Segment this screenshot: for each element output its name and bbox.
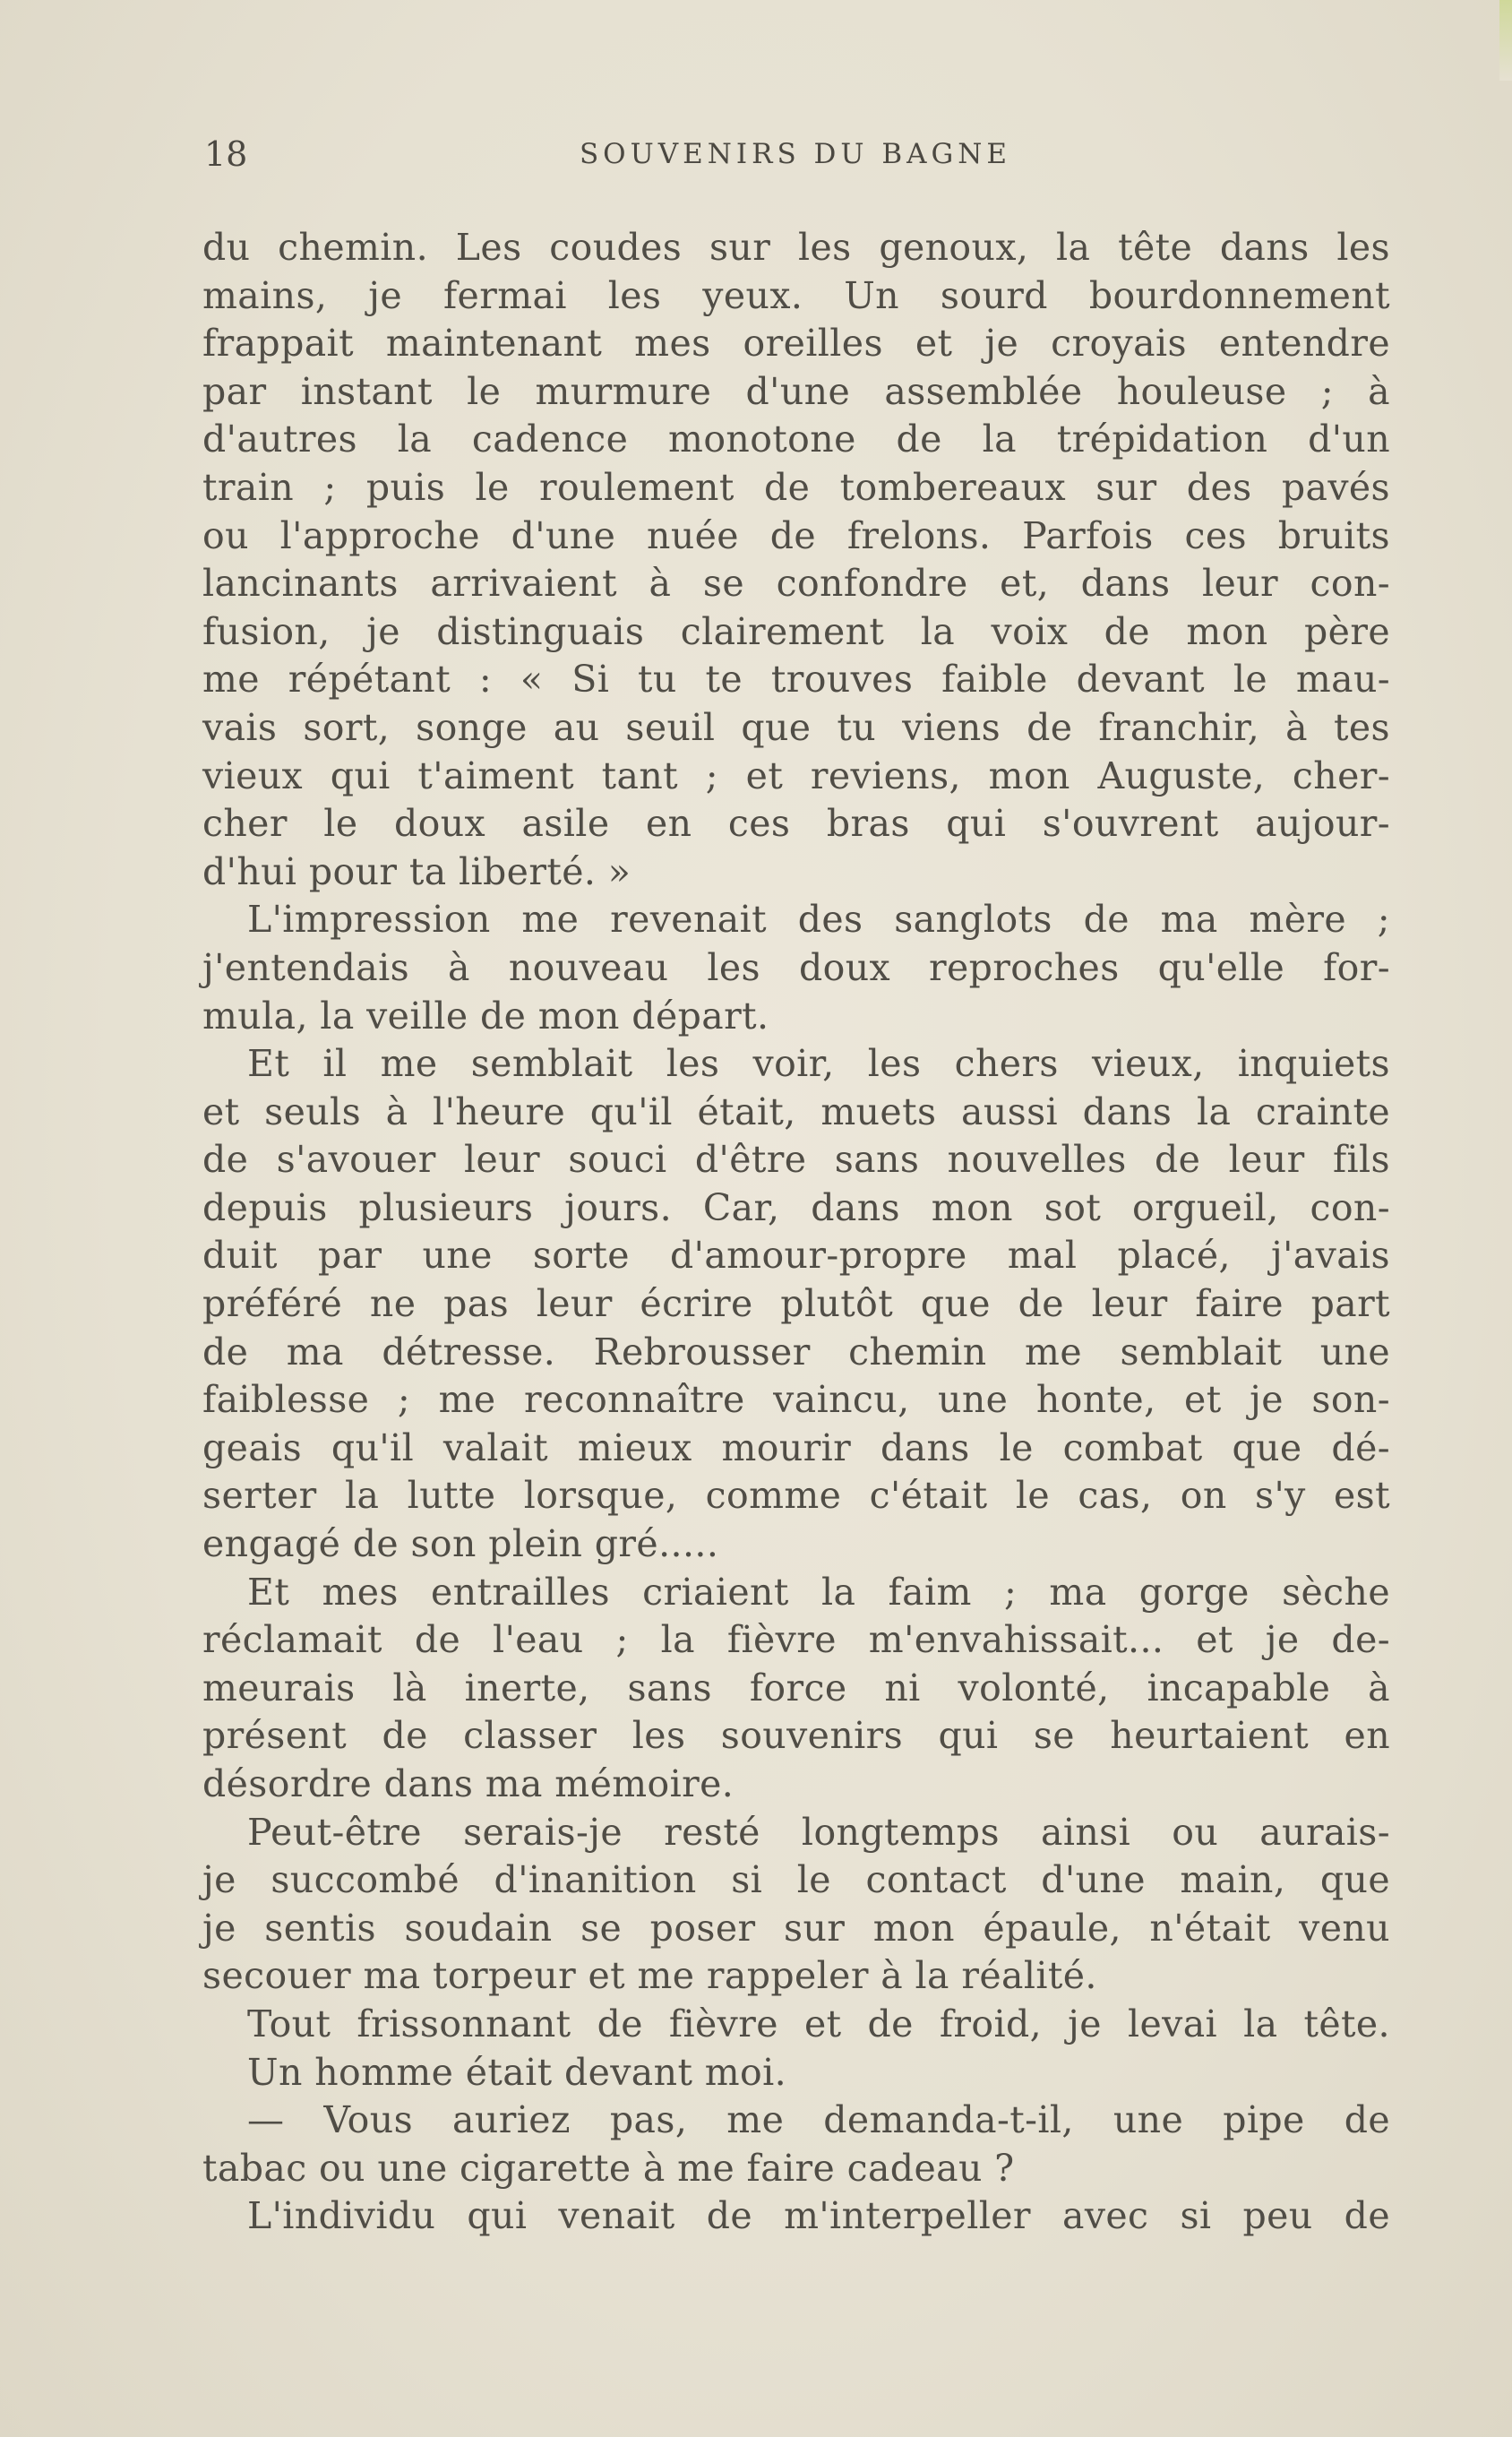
page-header bbox=[204, 134, 1387, 188]
text-line: mula, la veille de mon départ. bbox=[202, 994, 769, 1038]
text-line: train ; puis le roulement de tombereaux sur des pavés bbox=[202, 465, 1390, 509]
text-line: préféré ne pas leur écrire plutôt que de leur faire part bbox=[202, 1282, 1390, 1326]
text-line: cher le doux asile en ces bras qui s'ouvrent aujour- bbox=[202, 802, 1390, 846]
page-number: 18 bbox=[204, 134, 248, 174]
text-line: fusion, je distinguais clairement la voix de mon père bbox=[202, 609, 1390, 653]
text-line: de ma détresse. Rebrousser chemin me semblait une bbox=[202, 1330, 1390, 1374]
text-line: tabac ou une cigarette à me faire cadeau ? bbox=[202, 2146, 1015, 2190]
text-line: depuis plusieurs jours. Car, dans mon sot orgueil, con- bbox=[202, 1185, 1390, 1229]
text-line: meurais là inerte, sans force ni volonté, incapable à bbox=[202, 1666, 1390, 1709]
text-line: d'hui pour ta liberté. » bbox=[202, 849, 631, 893]
text-line: geais qu'il valait mieux mourir dans le combat que dé- bbox=[202, 1425, 1390, 1469]
text-line: L'impression me revenait des sanglots de ma mère ; bbox=[247, 898, 1390, 942]
page-edge-stain bbox=[1499, 0, 1512, 81]
text-line: ou l'approche d'une nuée de frelons. Parfois ces bruits bbox=[202, 513, 1390, 557]
text-line: du chemin. Les coudes sur les genoux, la tête dans les bbox=[202, 226, 1390, 269]
text-line: réclamait de l'eau ; la fièvre m'envahissait... et je de- bbox=[202, 1618, 1390, 1662]
text-line: désordre dans ma mémoire. bbox=[202, 1762, 735, 1805]
text-line: présent de classer les souvenirs qui se heurtaient en bbox=[202, 1714, 1390, 1758]
text-line: me répétant : « Si tu te trouves faible devant le mau- bbox=[202, 658, 1390, 702]
text-line: d'autres la cadence monotone de la trépidation d'un bbox=[202, 418, 1390, 461]
text-line: Et mes entrailles criaient la faim ; ma gorge sèche bbox=[247, 1570, 1390, 1614]
text-line: — Vous auriez pas, me demanda-t-il, une pipe de bbox=[247, 2098, 1390, 2142]
text-line: faiblesse ; me reconnaître vaincu, une honte, et je son- bbox=[202, 1378, 1390, 1422]
text-line: vieux qui t'aiment tant ; et reviens, mon Auguste, cher- bbox=[202, 753, 1390, 797]
text-line: et seuls à l'heure qu'il était, muets aussi dans la crainte bbox=[202, 1089, 1390, 1133]
text-line: duit par une sorte d'amour-propre mal placé, j'avais bbox=[202, 1234, 1390, 1278]
text-line: j'entendais à nouveau les doux reproches qu'elle for- bbox=[202, 945, 1390, 989]
text-line: lancinants arrivaient à se confondre et, dans leur con- bbox=[202, 562, 1390, 606]
text-line: mains, je fermai les yeux. Un sourd bourdonnement bbox=[202, 273, 1390, 317]
text-line: vais sort, songe au seuil que tu viens de franchir, à tes bbox=[202, 705, 1390, 749]
text-line: engagé de son plein gré..... bbox=[202, 1522, 719, 1566]
text-line: serter la lutte lorsque, comme c'était le cas, on s'y est bbox=[202, 1474, 1390, 1518]
text-line: je sentis soudain se poser sur mon épaule, n'était venu bbox=[202, 1906, 1390, 1950]
text-line: de s'avouer leur souci d'être sans nouvelles de leur fils bbox=[202, 1138, 1390, 1182]
text-line: Un homme était devant moi. bbox=[247, 2050, 787, 2094]
text-line: Tout frissonnant de fièvre et de froid, je levai la tête. bbox=[247, 2002, 1390, 2045]
text-line: frappait maintenant mes oreilles et je croyais entendre bbox=[202, 322, 1390, 366]
text-line: Et il me semblait les voir, les chers vieux, inquiets bbox=[247, 1042, 1390, 1086]
text-line: Peut-être serais-je resté longtemps ainsi ou aurais- bbox=[247, 1810, 1390, 1854]
body-text bbox=[202, 224, 1390, 2241]
text-line: je succombé d'inanition si le contact d'une main, que bbox=[202, 1858, 1390, 1902]
running-title: SOUVENIRS DU BAGNE bbox=[579, 138, 1012, 170]
text-line: secouer ma torpeur et me rappeler à la réalité. bbox=[202, 1954, 1097, 1998]
text-line: L'individu qui venait de m'interpeller avec si peu de bbox=[247, 2194, 1390, 2238]
text-line: par instant le murmure d'une assemblée houleuse ; à bbox=[202, 369, 1390, 413]
